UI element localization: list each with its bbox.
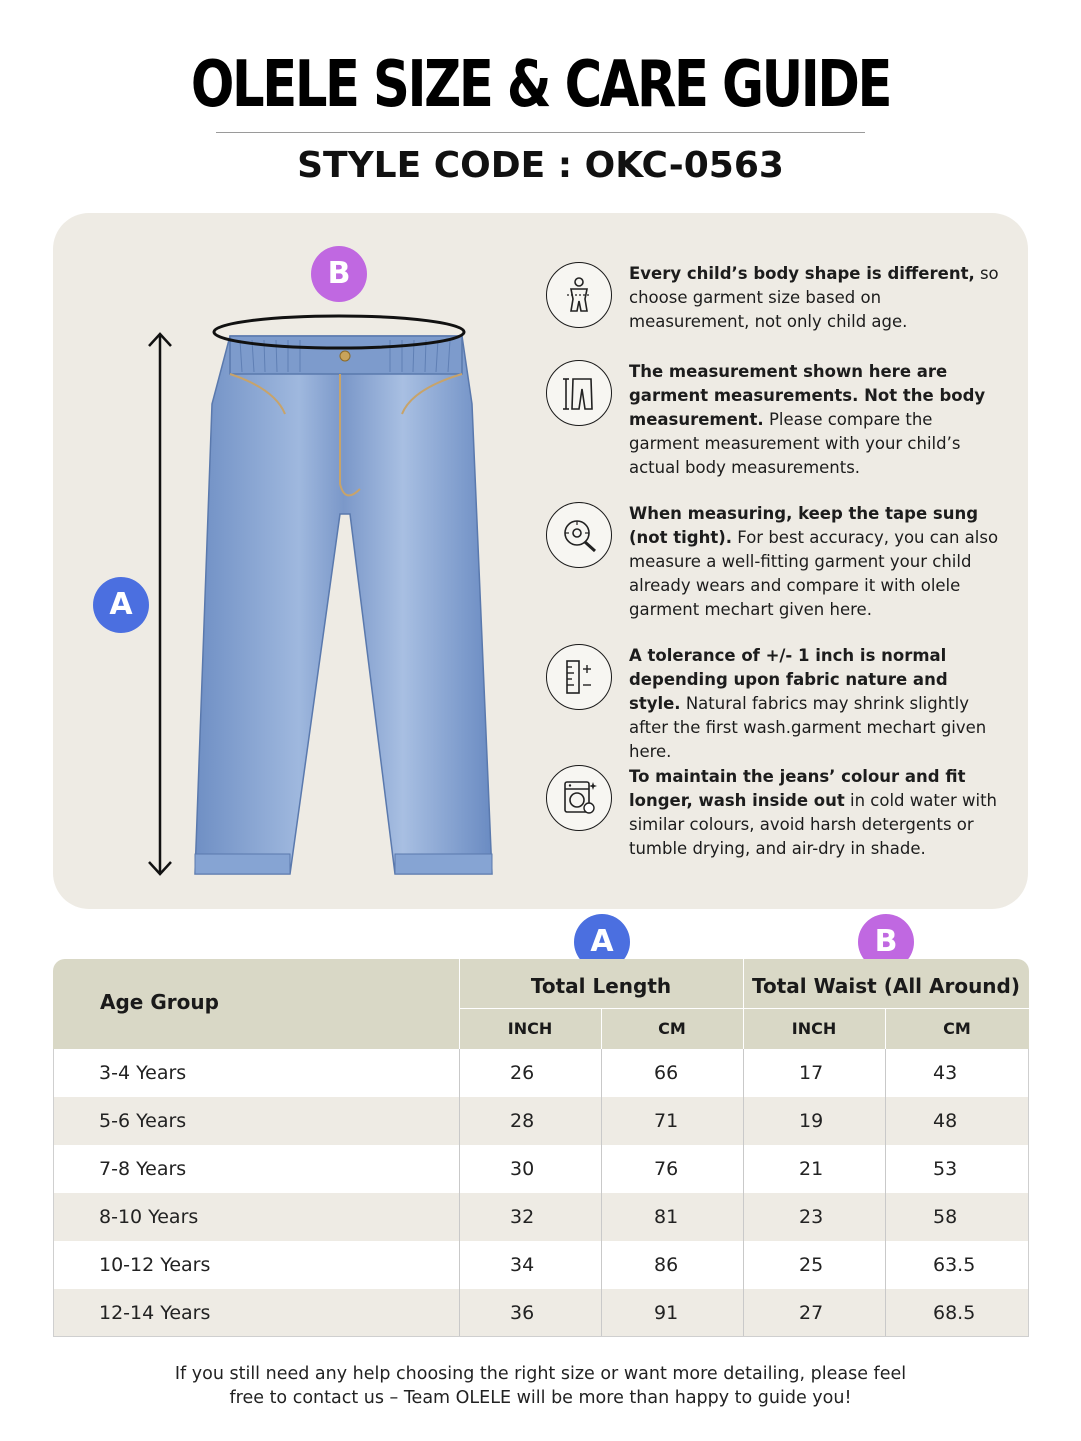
waist-cm-cell: 53 [933, 1158, 958, 1180]
waist-cm-cell: 43 [933, 1062, 958, 1084]
waist-cm-cell: 48 [933, 1110, 958, 1132]
length-inch-cell: 36 [510, 1302, 535, 1324]
total-length-header: Total Length [530, 974, 672, 998]
length-inch-header: INCH [507, 1019, 553, 1038]
badge-a: A [93, 577, 149, 633]
waist-ellipse [210, 312, 468, 352]
age-cell: 10-12 Years [99, 1254, 211, 1276]
waist-inch-cell: 27 [799, 1302, 824, 1324]
tip-tolerance-bold: A tolerance of +/- 1 inch is normal depending upon fabric nature and style. [629, 646, 948, 713]
style-code: STYLE CODE : OKC-0563 [297, 145, 784, 186]
length-inch-cell: 34 [510, 1254, 535, 1276]
waist-cm-cell: 63.5 [933, 1254, 976, 1276]
footer-line-2: free to contact us – Team OLELE will be more than happy to guide you! [229, 1388, 852, 1408]
tip-washing-bold: To maintain the jeans’ colour and fit longer, wash inside out [629, 767, 966, 810]
waist-cm-cell: 68.5 [933, 1302, 976, 1324]
body-shape-icon [546, 262, 612, 328]
age-cell: 8-10 Years [99, 1206, 199, 1228]
length-cm-header: CM [658, 1019, 686, 1038]
age-cell: 12-14 Years [99, 1302, 211, 1324]
total-waist-header: Total Waist (All Around) [751, 974, 1021, 998]
washing-machine-icon [546, 765, 612, 831]
age-group-header: Age Group [100, 990, 219, 1014]
garment-measure-icon [546, 360, 612, 426]
waist-cm-cell: 58 [933, 1206, 958, 1228]
footer-line-1: If you still need any help choosing the right size or want more detailing, please feel [174, 1364, 907, 1384]
waist-inch-cell: 23 [799, 1206, 824, 1228]
title-divider [216, 132, 865, 133]
badge-b: B [311, 246, 367, 302]
waist-inch-cell: 21 [799, 1158, 824, 1180]
waist-inch-header: INCH [791, 1019, 837, 1038]
measuring-tape-icon [546, 502, 612, 568]
age-cell: 7-8 Years [99, 1158, 187, 1180]
length-cm-cell: 66 [654, 1062, 679, 1084]
length-cm-cell: 76 [654, 1158, 679, 1180]
age-cell: 3-4 Years [99, 1062, 187, 1084]
table-badge-a: A [574, 914, 630, 970]
table-badge-b: B [858, 914, 914, 970]
page-title: OLELE SIZE & CARE GUIDE [190, 48, 891, 122]
tolerance-ruler-icon [546, 644, 612, 710]
age-cell: 5-6 Years [99, 1110, 187, 1132]
length-inch-cell: 32 [510, 1206, 535, 1228]
tip-garment-measure-text: Please compare the garment measurement with your child’s actual body measurements. [629, 410, 961, 477]
tip-measuring-tape-bold: When measuring, keep the tape sung (not tight). [629, 504, 979, 547]
waist-inch-cell: 19 [799, 1110, 824, 1132]
tip-body-shape-text: so choose garment size based on measurement, not only child age. [629, 264, 999, 331]
help-footer [0, 1362, 1081, 1410]
tip-measuring-tape-text: For best accuracy, you can also measure a well-fitting garment your child already wears and compare it with olele garment mechart given here. [629, 528, 999, 619]
length-inch-cell: 26 [510, 1062, 535, 1084]
length-cm-cell: 71 [654, 1110, 679, 1132]
tip-body-shape-bold: Every child’s body shape is different, [629, 264, 975, 283]
length-cm-cell: 91 [654, 1302, 679, 1324]
length-inch-cell: 28 [510, 1110, 535, 1132]
waist-inch-cell: 17 [799, 1062, 824, 1084]
length-cm-cell: 81 [654, 1206, 679, 1228]
tip-garment-measure-bold: The measurement shown here are garment measurements. Not the body measurement. [629, 362, 986, 429]
tip-tolerance-text: Natural fabrics may shrink slightly after the first wash.garment mechart given here. [629, 694, 987, 761]
tip-washing-text: in cold water with similar colours, avoid harsh detergents or tumble drying, and air-dry in shade. [629, 791, 998, 858]
waist-inch-cell: 25 [799, 1254, 824, 1276]
jeans-illustration [190, 314, 500, 880]
length-cm-cell: 86 [654, 1254, 679, 1276]
length-inch-cell: 30 [510, 1158, 535, 1180]
waist-cm-header: CM [943, 1019, 971, 1038]
length-arrow-icon [145, 330, 175, 878]
